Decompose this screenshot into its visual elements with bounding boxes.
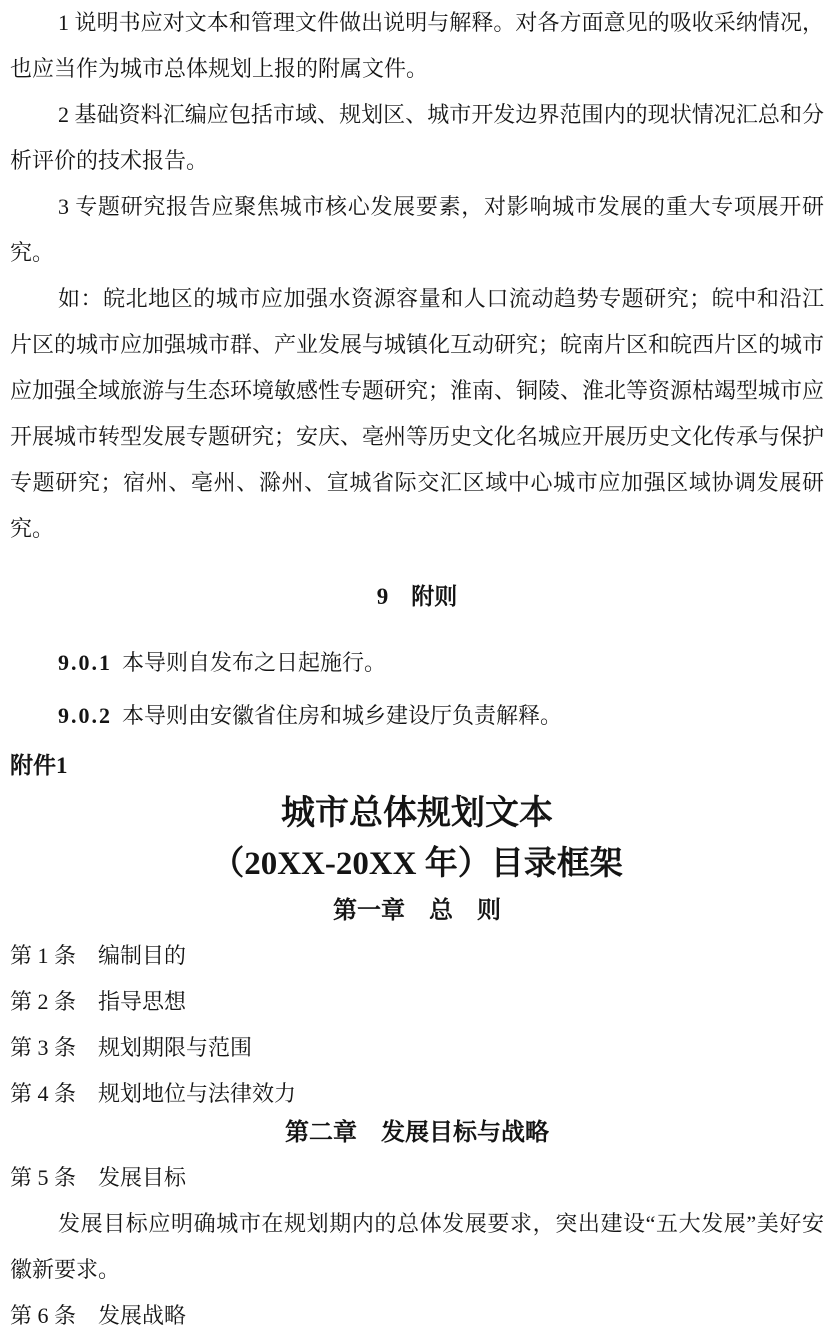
clause-9-0-2 bbox=[10, 693, 824, 739]
toc-item-article-3: 第 3 条 规划期限与范围 bbox=[10, 1035, 253, 1060]
clause-9-0-2-text: 本导则由安徽省住房和城乡建设厅负责解释。 bbox=[122, 703, 563, 728]
chapter-1-heading: 第一章 总 则 bbox=[333, 898, 501, 924]
para-basic-data: 2 基础资料汇编应包括市域、规划区、城市开发边界范围内的现状情况汇总和分析评价的技术报告。 bbox=[10, 102, 824, 173]
clause-9-0-1-number: 9.0.1 bbox=[58, 650, 112, 675]
toc-item-article-1: 第 1 条 编制目的 bbox=[10, 943, 187, 968]
para-development-goal: 发展目标应明确城市在规划期内的总体发展要求，突出建设“五大发展”美好安徽新要求。 bbox=[10, 1211, 824, 1282]
clause-9-0-2-number: 9.0.2 bbox=[58, 703, 112, 728]
attachment-label: 附件1 bbox=[10, 753, 68, 778]
clause-9-0-1-text: 本导则自发布之日起施行。 bbox=[122, 650, 387, 675]
attachment-title-line1: 城市总体规划文本 bbox=[281, 795, 553, 832]
attachment-title-line2: （20XX-20XX 年）目录框架 bbox=[211, 846, 623, 882]
toc-item-article-5: 第 5 条 发展目标 bbox=[10, 1165, 187, 1190]
toc-item-article-2: 第 2 条 指导思想 bbox=[10, 989, 187, 1014]
para-special-research: 3 专题研究报告应聚焦城市核心发展要素，对影响城市发展的重大专项展开研究。 bbox=[10, 194, 824, 265]
para-research-examples: 如：皖北地区的城市应加强水资源容量和人口流动趋势专题研究；皖中和沿江片区的城市应加强城市群、产业发展与城镇化互动研究；皖南片区和皖西片区的城市应加强全域旅游与生态环境敏感性专题研究；淮南、铜陵、淮北等资源枯竭型城市应开展城市转型发展专题研究；安庆、亳州等历史文化名城应开展历史文化传承与保护专题研究；宿州、亳州、滁州、宣城省际交汇区域中心城市应加强区域协调发展研究。 bbox=[10, 286, 825, 541]
chapter-2-heading: 第二章 发展目标与战略 bbox=[285, 1120, 549, 1146]
toc-item-article-6: 第 6 条 发展战略 bbox=[10, 1303, 187, 1328]
toc-item-article-4: 第 4 条 规划地位与法律效力 bbox=[10, 1081, 297, 1106]
section-9-heading: 9 附则 bbox=[376, 584, 458, 609]
clause-9-0-1 bbox=[10, 640, 824, 686]
para-specification-note: 1 说明书应对文本和管理文件做出说明与解释。对各方面意见的吸收采纳情况，也应当作为城市总体规划上报的附属文件。 bbox=[10, 10, 824, 81]
